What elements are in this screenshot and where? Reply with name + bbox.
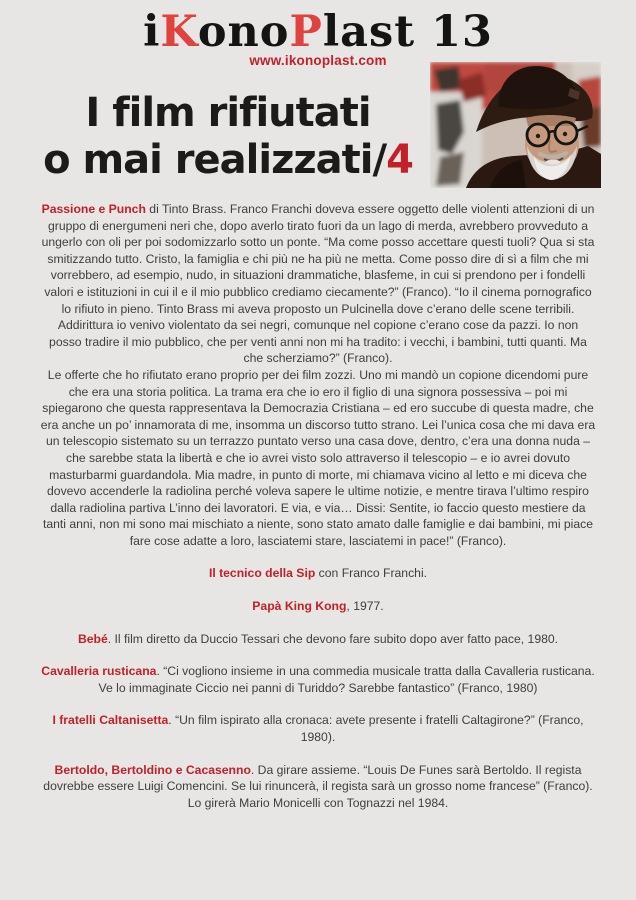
paragraph-text: Le offerte che ho rifiutato erano proprio per dei film zozzi. Uno mi mandò un copione dicendomi pure che era una storia politica. La trama era che io ero il figlio di una signora possessiva – poi mi spiegarono che questa rappresentava la Democrazia Cristiana – ed ero succube di questa madre, che era anche un po’ innamorata di me, insomma un discorso tutto strano. Lei l’unica cosa che mi dava era un telescopio sistemato su un terrazzo puntato verso una casa dove, dentro, c’era una donna nuda – che sarebbe stata la libertà e che io avrei visto solo attraverso il telescopio – e io avrei dovuto masturbarmi guardandola. Mia madre, in punto di morte, mi chiamava vicino al letto e mi diceva che dovevo accenderle la radiolina perché voleva sapere le ultime notizie, e mentre tirava l’ultimo respiro dalla radiolina partiva L’inno dei lavoratori. E via, e via… Dissi: Sentite, io faccio questo mestiere da tanti anni, non mi sono mai mischiato a niente, sono stato amato dalle famiglie e dai bambini, mi piace fare cose adatte a loro, lasciatemi stare, lasciatemi in pace!” (Franco).: [40, 367, 596, 548]
section-il-tecnico-della-sip: [40, 565, 596, 582]
portrait-photo-illustration: [430, 62, 601, 188]
masthead-part: ono: [197, 7, 290, 57]
film-title-lead: Il tecnico della Sip: [208, 566, 316, 581]
section-text: . “Ci vogliono insieme in una commedia musicale tratta dalla Cavalleria rusticana. Ve lo immaginate Ciccio nei panni di Turiddo? Sarebbe fantastico” (Franco, 1980): [98, 664, 595, 695]
page-title-line1: I film rifiutati: [85, 90, 371, 136]
film-title-lead: Bertoldo, Bertoldino e Cacasenno: [54, 762, 251, 777]
page-title: [20, 90, 436, 184]
section-text: . Il film diretto da Duccio Tessari che devono fare subito dopo aver fatto pace, 1980.: [107, 631, 559, 646]
section-i-fratelli-caltanisetta: [40, 712, 596, 745]
page-title-issue-number: 4: [386, 137, 413, 183]
film-title-lead: Bebé: [77, 631, 108, 646]
section-text: . Da girare assieme. “Louis De Funes sarà Bertoldo. Il regista dovrebbe essere Luigi Comencini. Se lui rinuncerà, il regista sarà un grosso nome francese” (Franco). Lo girerà Mario Monicelli con Tognazzi nel 1984.: [43, 762, 593, 810]
section-papa-king-kong: [40, 598, 596, 615]
paragraph-le-offerte: [40, 367, 596, 550]
paragraph-passione-e-punch: [40, 201, 596, 367]
masthead-title: [0, 7, 636, 57]
section-text: , 1977.: [346, 599, 384, 614]
section-text: . “Un film ispirato alla cronaca: avete presente i fratelli Caltagirone?” (Franco, 1980).: [168, 713, 584, 745]
section-bebe: [40, 631, 596, 648]
masthead-part: last 13: [322, 7, 493, 57]
site-url-link[interactable]: www.ikonoplast.com: [249, 53, 387, 68]
masthead-part-red: K: [160, 7, 198, 57]
page-title-line2: o mai realizzati/4: [43, 137, 413, 183]
masthead-part: i: [143, 7, 161, 57]
section-cavalleria-rusticana: [40, 663, 596, 696]
film-title-lead: I fratelli Caltanisetta: [52, 713, 169, 728]
section-text: con Franco Franchi.: [315, 566, 428, 581]
article-body: [40, 201, 596, 811]
masthead-part-red: P: [289, 7, 323, 57]
section-bertoldo-bertoldino-e-cacasenno: [40, 762, 596, 812]
film-title-lead: Papà King Kong: [252, 599, 347, 614]
portrait-photo: [430, 62, 601, 188]
film-title-lead: Passione e Punch: [41, 202, 146, 216]
film-title-lead: Cavalleria rusticana: [41, 664, 157, 679]
paragraph-text: di Tinto Brass. Franco Franchi doveva essere oggetto delle violenti attenzioni di un gruppo di energumeni neri che, dopo averlo tirato fuori da un lago di merda, avrebbero provveduto a ungerlo con oli per poi sodomizzarlo sotto un ponte. “Ma come posso accettare questi tuoli? Qua si sta smitizzando tutto. Cristo, la famiglia e chi più ne ha più ne metta. Come posso dire di sì a film che mi vorrebbero, ad esempio, nudo, in situazioni drammatiche, blasfeme, in cui si prendono per i fondelli valori e istituzioni in cui il e il mio pubblico crediamo ciecamente?” (Franco). “Io il cinema pornografico lo rifiuto in pieno. Tinto Brass mi aveva proposto un Pulcinella dove c’erano delle scene terribili. Addirittura io venivo violentato da sei negri, comunque nel copione c’erano cose da pazzi. Io non posso tradire il mio pubblico, che per venti anni non mi ha tradito: i vecchi, i bambini, tutti quanti. Ma che scherziamo?” (Franco).: [41, 202, 595, 366]
